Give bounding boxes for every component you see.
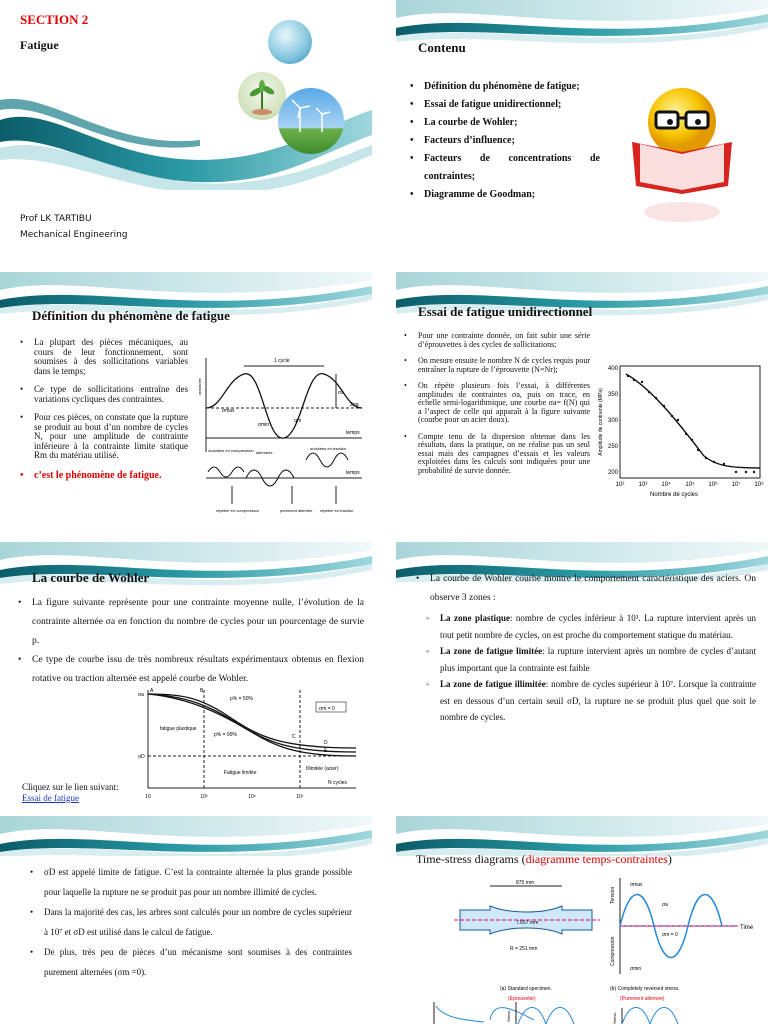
caption-a: (a) Standard specimen. — [500, 986, 552, 992]
data-point — [648, 391, 650, 393]
caption-b: (b) Completely reversed stress. — [610, 986, 680, 992]
data-point — [705, 457, 707, 459]
list-item: • Pour ces pièces, on constate que la rupture se produit au bout d’un nombre de cycles N, pour une amplitude de contrainte inférieure à la contrainte limite statique Rm du matériau utilisé. — [20, 413, 188, 461]
sigma-d-axis: σD — [138, 754, 145, 760]
sigma-max-label: σmax — [222, 408, 235, 414]
compression-label: Compression — [610, 936, 616, 966]
reversed-stress-figure — [608, 874, 766, 1024]
wave-banner — [396, 272, 768, 332]
slide-3-definition — [0, 272, 372, 524]
list-item: • Dans la majorité des cas, les arbres sont calculés pour un nombre de cycles supérieur à 10⁷ et σD est utilisé dans le calcul de fatigue. — [30, 902, 352, 942]
list-item: • La plupart des pièces mécaniques, au cours de leur fonctionnement, sont soumises à des sollicitations variables dans le temps; — [20, 338, 188, 376]
slide-6-zones — [396, 542, 768, 804]
link-prefix: Cliquez sur le lien suivant: — [22, 782, 119, 792]
x-tick: 10⁴ — [661, 482, 671, 488]
x-tick: 10⁸ — [754, 482, 764, 488]
wave-banner — [396, 816, 768, 856]
sigma-a-label: σa — [662, 902, 668, 908]
data-point — [735, 471, 737, 473]
slide-5-heading: La courbe de Wohler — [32, 570, 150, 585]
p50-label: p% = 50% — [230, 696, 253, 702]
caption-a-fr: (Eprouvette) — [508, 996, 536, 1002]
title-fr: diagramme temps-contraintes — [525, 852, 668, 866]
author-name: Prof LK TARTIBU — [20, 214, 92, 224]
fatigue-test-link[interactable]: Essai de fatigue — [22, 793, 79, 803]
list-item: • La courbe de Wohler; — [410, 114, 600, 132]
cyclic-stress-figure — [196, 352, 368, 516]
zone-item — [426, 610, 756, 643]
list-item: • Diagramme de Goodman; — [410, 186, 600, 204]
time-axis-label: Time — [740, 925, 754, 931]
list-item: • On mesure ensuite le nombre N de cycles requis pour entraîner la rupture de l’éprouvette (N=Nr); — [404, 357, 590, 374]
data-point — [663, 405, 665, 407]
y-tick: 250 — [607, 444, 618, 450]
wind-turbine-photo — [278, 88, 344, 154]
wind-turbine-icon — [278, 88, 344, 154]
list-item: • Compte tenu de la dispersion obtenue dans les résultats, dans la pratique, on ne réalise pas un seul essai mais des campagnes d’essais et les valeurs exploitées dans les calculs sont indiquées pour une probabilité de survie donnée. — [404, 433, 590, 476]
zones-intro — [416, 570, 756, 608]
slide-2-heading: Contenu — [418, 40, 466, 55]
sn-chart — [594, 360, 766, 500]
slide-5-wohler — [0, 542, 372, 804]
data-point — [723, 463, 725, 465]
list-item: • Pour une contrainte donnée, on fait subir une série d’éprouvettes à des cycles de sollicitations; — [404, 332, 590, 349]
point-label: E — [324, 748, 328, 754]
section-label: SECTION 2 — [20, 12, 89, 27]
zone-text: : nombre de cycles inférieur à 10³. La rupture intervient après un tout petit nombre de cycles, on est proche du comportement statique du matériau. — [440, 613, 756, 640]
data-point — [691, 439, 693, 441]
x-axis-label: Nombre de cycles — [649, 492, 699, 498]
author-dept: Mechanical Engineering — [20, 230, 128, 240]
caption-b-fr: (Purement alternée) — [620, 996, 665, 1002]
y-axis-label: Amplitude de contrainte (MPa) — [598, 388, 604, 456]
repeated-compression-label: répétée en compression — [216, 508, 259, 513]
slide-1-title — [0, 0, 372, 254]
x-tick: 10⁵ — [685, 482, 695, 488]
radius-label: R = 251 mm — [510, 946, 538, 952]
time-label-bottom: temps — [346, 470, 360, 476]
zone-name: La zone de fatigue limitée — [440, 646, 543, 656]
limited-zone-label: Fatigue limitée — [224, 770, 257, 776]
wave-banner — [0, 816, 372, 856]
p99-label: p% = 99% — [214, 732, 237, 738]
x-tick: 10⁶ — [708, 482, 718, 488]
compression-wave-label: ondulées en compression — [208, 448, 254, 453]
zone-name: La zone plastique — [440, 613, 510, 623]
list-item: • Facteurs d’influence; — [410, 132, 600, 150]
y-tick: 350 — [607, 392, 618, 398]
y-tick: 300 — [607, 418, 618, 424]
x-tick: 10 — [145, 794, 151, 800]
data-point — [641, 381, 643, 383]
stress-label: Stress — [506, 1010, 511, 1022]
contents-list — [410, 78, 600, 204]
plastic-zone-label: fatigue plastique — [160, 726, 197, 732]
y-tick: 400 — [607, 366, 618, 372]
list-item: • Ce type de sollicitations entraîne des variations cycliques des contraintes. — [20, 385, 188, 404]
slide-7-fatigue-limit — [0, 816, 372, 1024]
purely-alternated-label: purement alternée — [280, 508, 313, 513]
reading-smiley-icon — [624, 82, 744, 232]
repeated-tension-label: répétée en traction — [320, 508, 354, 513]
sigma-m-box: σm = 0 — [319, 706, 335, 712]
data-point — [671, 415, 673, 417]
data-point — [677, 419, 679, 421]
zone-name: La zone de fatigue illimitée — [440, 679, 546, 689]
water-photo — [268, 20, 312, 64]
sigma-min-label: σmin — [258, 422, 270, 428]
list-item: • Facteurs de concentrations de contraintes; — [410, 150, 600, 186]
wohler-figure — [138, 688, 360, 802]
sigma-a-label: σa — [338, 390, 344, 396]
y-tick: 200 — [607, 470, 618, 476]
slide-3-heading: Définition du phénomène de fatigue — [32, 308, 230, 323]
data-point — [633, 379, 635, 381]
list-item: • Ce type de courbe issu de très nombreux résultats expérimentaux obtenus en flexion rotative ou traction alternée est appelé courbe de Wohler. — [18, 651, 364, 689]
list-item: • On répète plusieurs fois l’essai, à différentes amplitudes de contraintes σa, puis on trace, en échelle semi-logarithmique, une courbe σa= f(N) qui a l’aspect de celle qui apparaît à la figure suivante (courbe pour un acier doux). — [404, 382, 590, 425]
list-item: • Essai de fatigue unidirectionnel; — [410, 96, 600, 114]
test-list — [404, 332, 590, 475]
n-cycles-axis: N cycles — [328, 780, 347, 786]
point-label: B — [200, 688, 204, 694]
diameter-label: 7.657 mm — [516, 920, 539, 926]
ordinate-label: ordonnée — [197, 378, 202, 395]
definition-list — [20, 338, 188, 480]
zone-item — [426, 676, 756, 726]
x-tick: 10² — [615, 482, 625, 488]
slide-8-time-stress — [396, 816, 768, 1024]
x-tick: 10⁵ — [248, 794, 256, 800]
x-tick: 10³ — [200, 794, 208, 800]
slide-2-contents — [396, 0, 768, 254]
data-point — [627, 375, 629, 377]
slide-1-heading: Fatigue — [20, 38, 59, 52]
x-tick: 10⁷ — [296, 794, 304, 800]
zones-list — [426, 610, 756, 726]
data-point — [745, 471, 747, 473]
data-point — [655, 397, 657, 399]
x-tick: 10⁷ — [731, 482, 741, 488]
list-item: • De plus, très peu de pièces d’un mécanisme sont soumises à des contraintes purement alternées (σm =0). — [30, 942, 352, 982]
time-label-top: temps — [346, 430, 360, 436]
point-label: D — [324, 740, 328, 746]
title-en: Time-stress diagrams — [416, 852, 519, 866]
data-point — [753, 471, 755, 473]
partial-stress-figure — [404, 998, 604, 1024]
two-sigma-a-label: 2σa — [350, 402, 359, 408]
zone-text: : nombre de cycles supérieur à 10⁷. Lorsque la contrainte est en dessous d’un certain seuil σD, la rupture ne se produit plus quel que soit le nombre de cycles. — [440, 679, 757, 722]
slide-4-heading: Essai de fatigue unidirectionnel — [418, 304, 593, 319]
stress-label: Stress — [612, 1012, 617, 1024]
sigma-m-zero-label: σm = 0 — [662, 932, 678, 938]
zone-text: : la rupture intervient après un nombre de cycles d’autant plus important que la contrainte est faible — [440, 646, 756, 673]
wohler-list — [18, 594, 364, 689]
point-label: A — [150, 688, 154, 694]
slide-4-test — [396, 272, 768, 524]
tension-wave-label: ondulées en traction — [310, 446, 347, 451]
sigma-a-axis: σa — [138, 692, 144, 698]
conclusion-item: • c’est le phénomène de fatigue. — [20, 471, 188, 481]
data-point — [685, 433, 687, 435]
unlimited-zone-label: Illimitée (acier) — [306, 766, 339, 772]
cycle-label: 1 cycle — [274, 358, 290, 364]
sigma-min-label: σmin — [630, 966, 642, 972]
data-point — [713, 461, 715, 463]
tension-label: Tension — [610, 886, 616, 904]
list-item: • La courbe de Wohler courbe montre le comportement caractéristique des aciers. On observe 3 zones : — [416, 570, 756, 608]
zone-item — [426, 643, 756, 676]
length-label: 875 mm — [516, 880, 535, 886]
list-item: • Définition du phénomène de fatigue; — [410, 78, 600, 96]
slide-8-heading: Time-stress diagrams (diagramme temps-contraintes) — [416, 852, 672, 866]
x-tick: 10³ — [638, 482, 648, 488]
sigma-m-label: σm — [294, 418, 302, 424]
list-item: • La figure suivante représente pour une contrainte moyenne nulle, l’évolution de la contrainte alternée σa en fonction du nombre de cycles pour un pourcentage de survie p. — [18, 594, 364, 651]
data-point — [697, 449, 699, 451]
point-label: C — [292, 734, 296, 740]
sigma-max-label: σmax — [630, 882, 643, 888]
list-item: • σD est appelé limite de fatigue. C’est la contrainte alternée la plus grande possible pour laquelle la rupture ne se produit pas pour un nombre illimité de cycles. — [30, 862, 352, 902]
fatigue-limit-list — [30, 862, 352, 982]
alternated-label: alternées — [256, 450, 273, 455]
